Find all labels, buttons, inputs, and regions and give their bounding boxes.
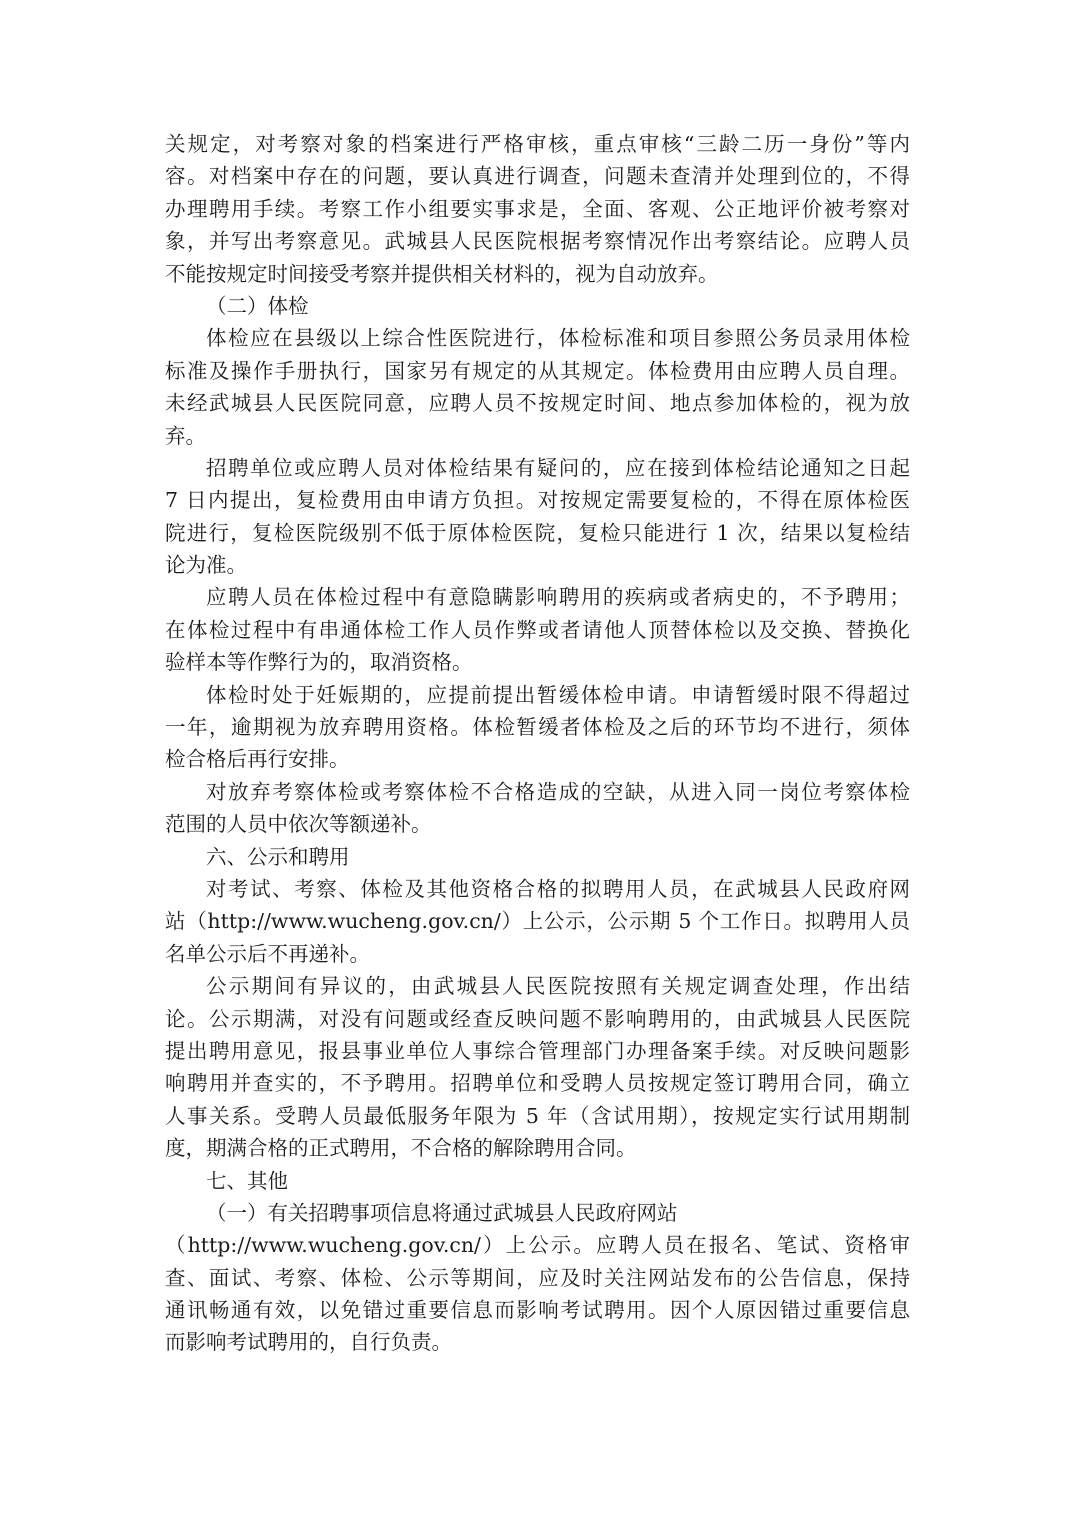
heading-text: 六、公示和聘用 xyxy=(206,844,350,869)
paragraph xyxy=(165,873,910,970)
text-line: 弃。 xyxy=(165,423,206,448)
text-line: 检合格后再行安排。 xyxy=(165,747,350,772)
text-line: 人事关系。受聘人员最低服务年限为 5 年（含试用期），按规定实行试用期制 xyxy=(165,1103,910,1128)
paragraph-continuation xyxy=(165,128,910,290)
paragraph xyxy=(165,322,910,452)
text-line: 7 日内提出，复检费用由申请方负担。对按规定需要复检的，不得在原体检医 xyxy=(165,488,910,513)
text-line: 查、面试、考察、体检、公示等期间，应及时关注网站发布的公告信息，保持 xyxy=(165,1265,910,1290)
subheading-physical-exam xyxy=(165,290,910,322)
text-line: 体检时处于妊娠期的，应提前提出暂缓体检申请。申请暂缓时限不得超过 xyxy=(206,682,910,707)
text-line: 论为准。 xyxy=(165,553,247,578)
text-line: 而影响考试聘用的，自行负责。 xyxy=(165,1330,452,1355)
text-line: 关规定，对考察对象的档案进行严格审核，重点审核“三龄二历一身份”等内 xyxy=(165,132,910,156)
text-line: 范围的人员中依次等额递补。 xyxy=(165,812,432,837)
text-line: 在体检过程中有串通体检工作人员作弊或者请他人顶替体检以及交换、替换化 xyxy=(165,617,910,642)
text-line: 体检应在县级以上综合性医院进行，体检标准和项目参照公务员录用体检 xyxy=(206,326,910,351)
text-line: 对考试、考察、体检及其他资格合格的拟聘用人员，在武城县人民政府网 xyxy=(206,876,910,901)
text-line: 对放弃考察体检或考察体检不合格造成的空缺，从进入同一岗位考察体检 xyxy=(206,779,910,804)
text-line: 响聘用并查实的，不予聘用。招聘单位和受聘人员按规定签订聘用合同，确立 xyxy=(165,1071,910,1096)
paragraph xyxy=(165,679,910,776)
paragraph xyxy=(165,1197,910,1359)
text-line: 标准及操作手册执行，国家另有规定的从其规定。体检费用由应聘人员自理。 xyxy=(165,358,910,383)
text-line: 度，期满合格的正式聘用，不合格的解除聘用合同。 xyxy=(165,1136,637,1161)
text-line: 不能按规定时间接受考察并提供相关材料的，视为自动放弃。 xyxy=(165,261,719,286)
text-line: 一年，逾期视为放弃聘用资格。体检暂缓者体检及之后的环节均不进行，须体 xyxy=(165,715,910,740)
paragraph xyxy=(165,776,910,841)
text-line: 未经武城县人民医院同意，应聘人员不按规定时间、地点参加体检的，视为放 xyxy=(165,391,910,416)
paragraph xyxy=(165,452,910,582)
paragraph xyxy=(165,581,910,678)
document-body xyxy=(165,128,910,1359)
text-line: 招聘单位或应聘人员对体检结果有疑问的，应在接到体检结论通知之日起 xyxy=(206,455,910,480)
text-line: 通讯畅通有效，以免错过重要信息而影响考试聘用。因个人原因错过重要信息 xyxy=(165,1298,910,1323)
text-line: （http://www.wucheng.gov.cn/）上公示。应聘人员在报名、笔试、资格审 xyxy=(165,1233,910,1258)
text-line: 公示期间有异议的，由武城县人民医院按照有关规定调查处理，作出结 xyxy=(206,974,910,999)
text-line: （一）有关招聘事项信息将通过武城县人民政府网站 xyxy=(206,1200,678,1225)
heading-text: 七、其他 xyxy=(206,1168,288,1193)
text-line: 验样本等作弊行为的，取消资格。 xyxy=(165,650,473,675)
text-line: 容。对档案中存在的问题，要认真进行调查，问题未查清并处理到位的，不得 xyxy=(165,164,910,189)
subheading-text: （二）体检 xyxy=(206,293,309,318)
text-line: 象，并写出考察意见。武城县人民医院根据考察情况作出考察结论。应聘人员 xyxy=(165,229,910,254)
text-line: 院进行，复检医院级别不低于原体检医院，复检只能进行 1 次，结果以复检结 xyxy=(165,520,910,545)
section-heading-publicity xyxy=(165,841,910,873)
text-line: 站（http://www.wucheng.gov.cn/）上公示，公示期 5 个工作日。拟聘用人员 xyxy=(165,909,910,934)
text-line: 提出聘用意见，报县事业单位人事综合管理部门办理备案手续。对反映问题影 xyxy=(165,1038,910,1063)
paragraph xyxy=(165,970,910,1164)
section-heading-other xyxy=(165,1165,910,1197)
text-line: 办理聘用手续。考察工作小组要实事求是，全面、客观、公正地评价被考察对 xyxy=(165,196,910,221)
text-line: 名单公示后不再递补。 xyxy=(165,941,370,966)
text-line: 论。公示期满，对没有问题或经查反映问题不影响聘用的，由武城县人民医院 xyxy=(165,1006,910,1031)
text-line: 应聘人员在体检过程中有意隐瞒影响聘用的疾病或者病史的，不予聘用； xyxy=(206,585,910,610)
